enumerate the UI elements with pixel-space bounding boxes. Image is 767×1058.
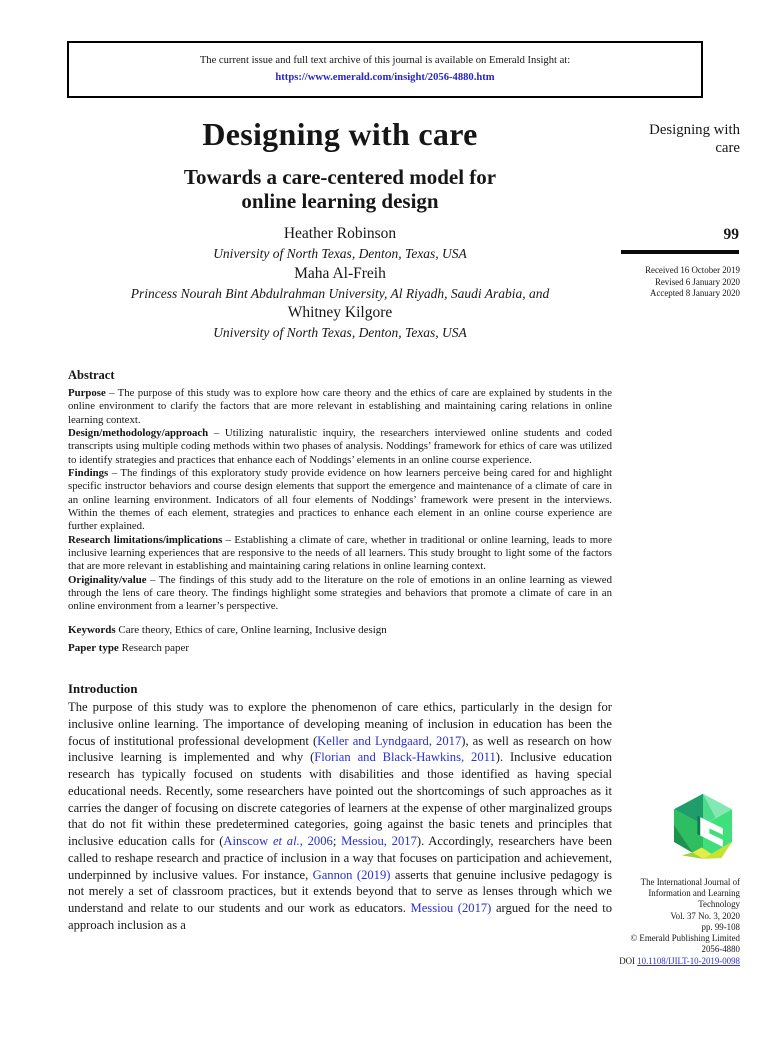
doi-label: DOI	[619, 955, 638, 966]
journal-pages: pp. 99-108	[701, 921, 740, 932]
abstract-design	[68, 427, 612, 467]
author-block	[68, 224, 612, 343]
abstract-label: Design/methodology/approach	[68, 426, 209, 439]
citation-link[interactable]: Keller and Lyndgaard, 2017	[317, 733, 462, 748]
text-run: The purpose of this study was to explore the phenomenon of care ethics, particularly in the design for inclusive online learning. The importance of developing meaning of inclusion in education has been the focus of institutional professional development (	[68, 700, 612, 748]
abstract-text: – The findings of this study add to the literature on the role of emotions in an online learning as viewed through the lens of care theory. The findings highlight some strategies and behaviors that promote a climate of care in an online environment from a learner’s perspective.	[68, 573, 612, 613]
running-title-line2: care	[715, 139, 740, 156]
abstract-text: – The findings of this exploratory study provide evidence on how learners perceive being cared for and highlight specific instructor behaviors and course design elements that support the emergence and maintenance of a climate of care in an online learning environment. Indicators of all four elements of Noddings’ framework were present in the interviews. Within the themes of each element, strategies and practices to enhance each element in an online course experience are further explained.	[68, 466, 612, 533]
author-affiliation: Princess Nourah Bint Abdulrahman University, Al Riyadh, Saudi Arabia, and	[130, 285, 550, 301]
journal-name-line1: The International Journal of	[640, 877, 740, 887]
doi-line	[585, 956, 740, 967]
citation-link[interactable]: Gannon (2019)	[312, 867, 391, 882]
author-name: Maha Al-Freih	[294, 264, 386, 282]
subtitle-line2: online learning design	[241, 188, 439, 213]
insight-url-link[interactable]: https://www.emerald.com/insight/2056-4880.htm	[275, 71, 495, 83]
journal-copyright: © Emerald Publishing Limited	[630, 933, 740, 944]
paper-type-line	[68, 641, 612, 655]
introduction-section	[68, 682, 612, 933]
abstract-text: – The purpose of this study was to explore how care theory and the ethics of care are explained by students in the online environment to clarify the factors that are more relevant in establishing and maintaining caring relations in online learning context.	[68, 386, 612, 426]
abstract-text: – Utilizing naturalistic inquiry, the researchers interviewed online students and coded transcripts using multiple coding methods within two phases of analysis. Noddings’ framework for ethics of care was utilized to identify strategies and practices that enhance each of Noddings’ elements in an online course experience.	[68, 426, 612, 466]
abstract-findings	[68, 467, 612, 534]
author-entry	[68, 303, 612, 343]
abstract-label: Research limitations/implications	[68, 533, 223, 546]
article-history	[590, 265, 740, 300]
sidebar-divider	[621, 250, 739, 254]
text-run: ). Accordingly, researchers have been called to reshape research and practice of inclusion in a way that focuses on participation and achievement, underpinned by inclusive values. For instance,	[68, 834, 612, 882]
journal-name-line2: Information and Learning	[648, 888, 740, 899]
article-subtitle	[68, 165, 612, 213]
citation-link[interactable]: Ainscow	[223, 834, 273, 849]
availability-text: The current issue and full text archive of this journal is available on Emerald Insight at:	[199, 55, 571, 67]
text-run: ). Inclusive education research has typically focused on students with disabilities and those identified as having special educational needs. Recently, some researchers have pointed out the shortcomings of such approaches as it carries the danger of focusing on discrete categories of learners at the expense of other marginalized groups that do not fit within these predetermined categories, going against the basic tenets and principles that inclusive education calls for (	[68, 750, 612, 849]
abstract-section	[68, 368, 612, 655]
journal-volume: Vol. 37 No. 3, 2020	[670, 910, 740, 921]
running-title	[600, 122, 740, 158]
article-title: Designing with care	[202, 116, 478, 152]
text-run: argued for the need to approach inclusion as a	[68, 900, 613, 932]
text-run: ), as well as research on how inclusive learning is implemented and why (	[68, 733, 612, 765]
journal-issn: 2056-4880	[701, 944, 740, 955]
abstract-label: Purpose	[68, 386, 106, 399]
received-date: Received 16 October 2019	[645, 265, 740, 275]
main-column	[68, 118, 612, 933]
author-entry	[68, 224, 612, 264]
running-title-line1: Designing with	[649, 122, 740, 138]
text-run: ;	[332, 834, 342, 849]
author-affiliation: University of North Texas, Denton, Texas, USA	[213, 325, 467, 341]
emerald-logo-icon	[666, 793, 740, 866]
accepted-date: Accepted 8 January 2020	[650, 288, 740, 299]
text-run: asserts that genuine inclusive pedagogy is not merely a set of classroom practices, but it extends beyond that to serve as lenses through which we understand and relate to our students and our work as educators.	[68, 867, 612, 915]
journal-name-line3: Technology	[698, 899, 740, 910]
abstract-text: – Establishing a climate of care, whether in traditional or online learning, leads to more inclusive learning experiences that are responsive to the needs of all learners. This study brought to light some of the factors that are more relevant in establishing and maintaining caring relations in online learning context.	[68, 533, 612, 573]
keywords-value: Care theory, Ethics of care, Online learning, Inclusive design	[115, 623, 387, 636]
citation-link[interactable]: Messiou (2017)	[410, 900, 492, 915]
keywords-line	[68, 623, 612, 637]
abstract-heading: Abstract	[68, 367, 115, 382]
author-name: Heather Robinson	[283, 224, 397, 242]
subtitle-line1: Towards a care-centered model for	[183, 164, 497, 189]
author-entry	[68, 264, 612, 304]
citation-link[interactable]: Florian and Black-Hawkins, 2011	[314, 750, 496, 765]
citation-link[interactable]: et al.	[272, 834, 300, 849]
author-affiliation: University of North Texas, Denton, Texas, USA	[213, 246, 467, 262]
keywords-label: Keywords	[68, 623, 116, 636]
paper-type-label: Paper type	[68, 641, 119, 654]
abstract-purpose	[68, 387, 612, 427]
paper-type-value: Research paper	[118, 641, 190, 654]
availability-banner	[67, 41, 703, 98]
abstract-limitations	[68, 534, 612, 574]
abstract-body	[68, 387, 612, 614]
citation-link[interactable]: , 2006	[299, 834, 333, 849]
doi-link[interactable]: 10.1108/IJILT-10-2019-0098	[637, 955, 740, 966]
introduction-heading: Introduction	[68, 682, 138, 697]
page-number: 99	[723, 226, 739, 243]
revised-date: Revised 6 January 2020	[654, 276, 740, 287]
abstract-label: Originality/value	[68, 573, 147, 586]
introduction-paragraph	[68, 699, 612, 933]
abstract-label: Findings	[68, 466, 109, 479]
citation-link[interactable]: Messiou, 2017	[341, 834, 417, 849]
abstract-originality	[68, 574, 612, 614]
author-name: Whitney Kilgore	[287, 304, 393, 322]
